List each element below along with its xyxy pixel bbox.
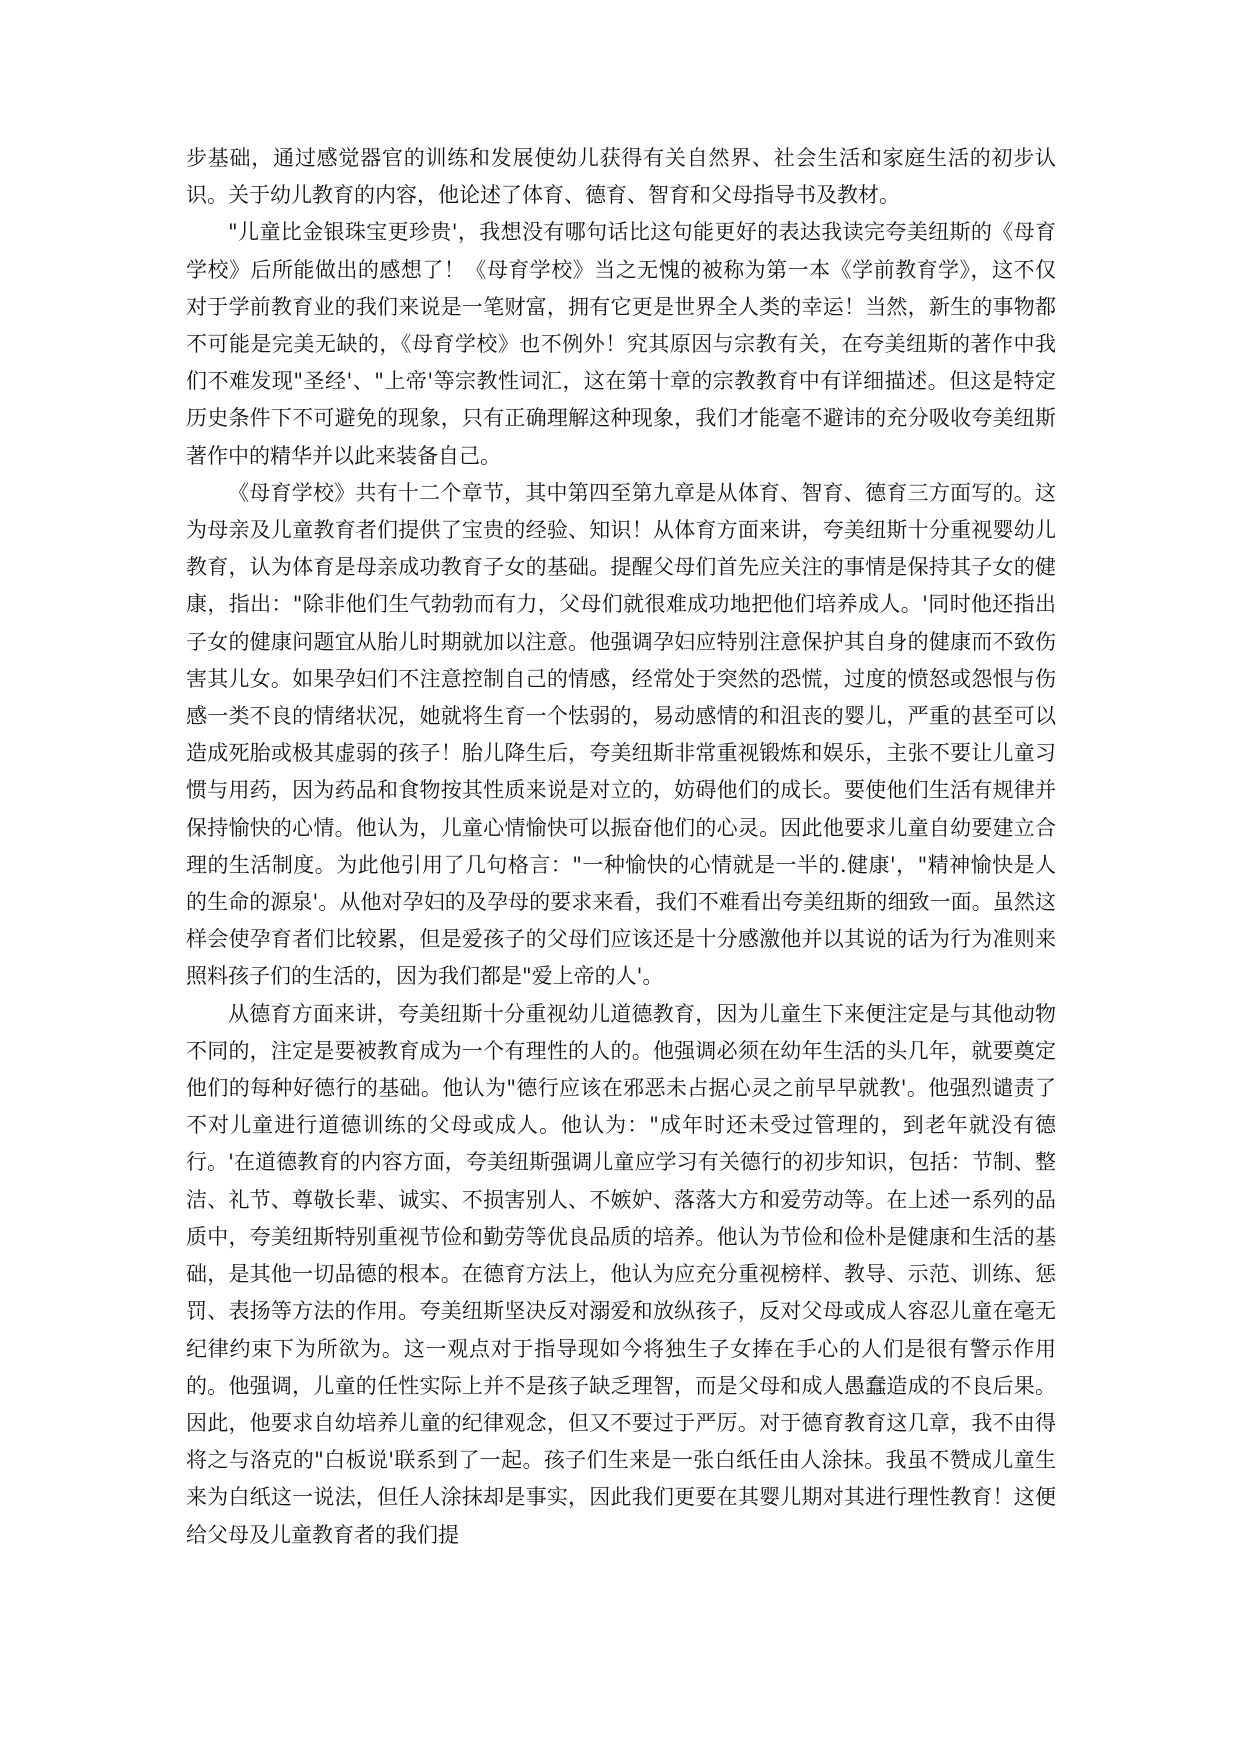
document-body [186,140,1056,1554]
paragraph-moral-education: 从德育方面来讲，夸美纽斯十分重视幼儿道德教育，因为儿童生下来便注定是与其他动物不同的，注定是要被教育成为一个有理性的人的。他强调必须在幼年生活的头几年，就要奠定他们的每种好德行的基础。他认为"德行应该在邪恶未占据心灵之前早早就教'。他强烈谴责了不对儿童进行道德训练的父母或成人。他认为："成年时还未受过管理的，到老年就没有德行。'在道德教育的内容方面，夸美纽斯强调儿童应学习有关德行的初步知识，包括：节制、整洁、礼节、尊敬长辈、诚实、不损害别人、不嫉妒、落落大方和爱劳动等。在上述一系列的品质中，夸美纽斯特别重视节俭和勤劳等优良品质的培养。他认为节俭和俭朴是健康和生活的基础，是其他一切品德的根本。在德育方法上，他认为应充分重视榜样、教导、示范、训练、惩罚、表扬等方法的作用。夸美纽斯坚决反对溺爱和放纵孩子，反对父母或成人容忍儿童在毫无纪律约束下为所欲为。这一观点对于指导现如今将独生子女捧在手心的人们是很有警示作用的。他强调，儿童的任性实际上并不是孩子缺乏理智，而是父母和成人愚蠢造成的不良后果。因此，他要求自幼培养儿童的纪律观念，但又不要过于严厉。对于德育教育这几章，我不由得将之与洛克的"白板说'联系到了一起。孩子们生来是一张白纸任由人涂抹。我虽不赞成儿童生来为白纸这一说法，但任人涂抹却是事实，因此我们更要在其婴儿期对其进行理性教育！这便给父母及儿童教育者的我们提 [186,1001,1056,1547]
paragraph-continuation: 步基础，通过感觉器官的训练和发展使幼儿获得有关自然界、社会生活和家庭生活的初步认识。关于幼儿教育的内容，他论述了体育、德育、智育和父母指导书及教材。 [186,146,1056,208]
paragraph-intro-quote: "儿童比金银珠宝更珍贵'，我想没有哪句话比这句能更好的表达我读完夸美纽斯的《母育学校》后所能做出的感想了！《母育学校》当之无愧的被称为第一本《学前教育学》，这不仅对于学前教育业的我们来说是一笔财富，拥有它更是世界全人类的幸运！当然，新生的事物都不可能是完美无缺的，《母育学校》也不例外！究其原因与宗教有关，在夸美纽斯的著作中我们不难发现"圣经'、"上帝'等宗教性词汇，这在第十章的宗教教育中有详细描述。但这是特定历史条件下不可避免的现象，只有正确理解这种现象，我们才能毫不避讳的充分吸收夸美纽斯著作中的精华并以此来装备自己。 [186,220,1056,468]
paragraph-physical-education: 《母育学校》共有十二个章节，其中第四至第九章是从体育、智育、德育三方面写的。这为母亲及儿童教育者们提供了宝贵的经验、知识！从体育方面来讲，夸美纽斯十分重视婴幼儿教育，认为体育是母亲成功教育子女的基础。提醒父母们首先应关注的事情是保持其子女的健康，指出："除非他们生气勃勃而有力，父母们就很难成功地把他们培养成人。'同时他还指出子女的健康问题宜从胎儿时期就加以注意。他强调孕妇应特别注意保护其自身的健康而不致伤害其儿女。如果孕妇们不注意控制自己的情感，经常处于突然的恐慌，过度的愤怒或怨恨与伤感一类不良的情绪状况，她就将生育一个怯弱的，易动感情的和沮丧的婴儿，严重的甚至可以造成死胎或极其虚弱的孩子！胎儿降生后，夸美纽斯非常重视锻炼和娱乐，主张不要让儿童习惯与用药，因为药品和食物按其性质来说是对立的，妨碍他们的成长。要使他们生活有规律并保持愉快的心情。他认为，儿童心情愉快可以振奋他们的心灵。因此他要求儿童自幼要建立合理的生活制度。为此他引用了几句格言："一种愉快的心情就是一半的.健康'，"精神愉快是人的生命的源泉'。从他对孕妇的及孕母的要求来看，我们不难看出夸美纽斯的细致一面。虽然这样会使孕育者们比较累，但是爱孩子的父母们应该还是十分感激他并以其说的话为行为准则来照料孩子们的生活的，因为我们都是"爱上帝的人'。 [186,480,1056,989]
